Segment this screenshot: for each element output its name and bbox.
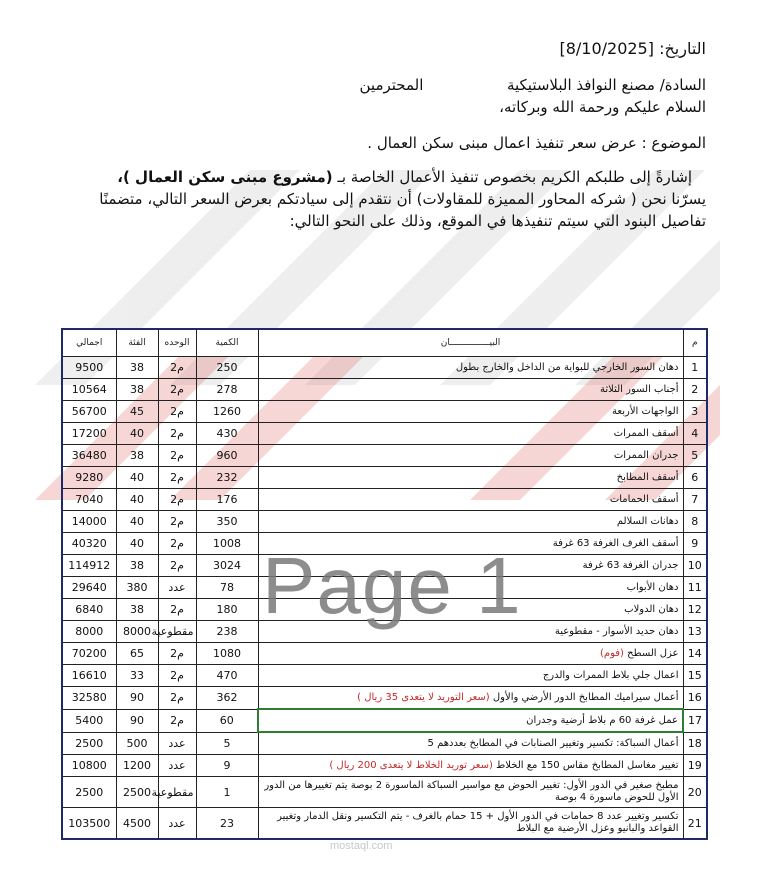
intro-line-1 bbox=[46, 166, 706, 188]
row-number: 9 bbox=[683, 533, 707, 555]
row-description-text: أسقف الغرف الغرفة 63 غرفة bbox=[552, 537, 679, 549]
row-description bbox=[258, 665, 683, 687]
row-unit: م2 bbox=[158, 665, 196, 687]
row-unit-price: 90 bbox=[116, 709, 158, 732]
header-qty: الكمية bbox=[196, 329, 258, 357]
row-description-text: أجناب السور الثلاثة bbox=[600, 383, 679, 395]
row-unit-price: 4500 bbox=[116, 808, 158, 840]
row-unit: م2 bbox=[158, 511, 196, 533]
row-unit: م2 bbox=[158, 467, 196, 489]
row-quantity: 60 bbox=[196, 709, 258, 732]
row-description-text: أعمال سيراميك المطابخ الدور الأرضي والأول bbox=[492, 691, 679, 703]
row-quantity: 23 bbox=[196, 808, 258, 840]
row-total: 9500 bbox=[62, 357, 116, 379]
addressee: السادة/ مصنع النوافذ البلاستيكية bbox=[506, 76, 706, 94]
row-unit: عدد bbox=[158, 755, 196, 777]
row-quantity: 1080 bbox=[196, 643, 258, 665]
row-total: 7040 bbox=[62, 489, 116, 511]
row-description-text: مطبخ صغير في الدور الأول: تغيير الحوض مع مواسير السباكة الماسورة 2 بوصة يتم تغييرها من الدور الأول للحوض ماسورة 4 بوصة bbox=[264, 780, 679, 803]
subject-text: عرض سعر تنفيذ اعمال مبنى سكن العمال . bbox=[367, 134, 637, 152]
row-description bbox=[258, 445, 683, 467]
footer-brand: mostaql.com bbox=[330, 840, 393, 852]
row-description-text: جدران الممرات bbox=[613, 449, 679, 461]
row-unit: عدد bbox=[158, 808, 196, 840]
row-total: 10564 bbox=[62, 379, 116, 401]
row-unit: م2 bbox=[158, 357, 196, 379]
row-quantity: 250 bbox=[196, 357, 258, 379]
row-description-text: أسقف المطابخ bbox=[616, 471, 679, 483]
row-unit: م2 bbox=[158, 423, 196, 445]
table-row bbox=[62, 755, 707, 777]
header-price: الفئة bbox=[116, 329, 158, 357]
row-total: 40320 bbox=[62, 533, 116, 555]
row-quantity: 238 bbox=[196, 621, 258, 643]
row-description bbox=[258, 357, 683, 379]
row-number: 2 bbox=[683, 379, 707, 401]
table-row bbox=[62, 808, 707, 840]
row-unit-price: 8000 bbox=[116, 621, 158, 643]
table-row bbox=[62, 357, 707, 379]
row-number: 3 bbox=[683, 401, 707, 423]
row-description-text: عمل غرفة 60 م بلاط أرضية وجدران bbox=[526, 714, 678, 726]
intro-text-2b: أن نتقدم إلى سيادتكم بعرض السعر التالي، متضمنًا bbox=[99, 190, 412, 208]
date-label: التاريخ: bbox=[659, 39, 706, 58]
row-unit-price: 38 bbox=[116, 599, 158, 621]
row-unit: م2 bbox=[158, 489, 196, 511]
row-number: 4 bbox=[683, 423, 707, 445]
table-row bbox=[62, 643, 707, 665]
row-description-text: دهان حديد الأسوار - مقطوعية bbox=[554, 625, 679, 637]
row-number: 7 bbox=[683, 489, 707, 511]
row-total: 14000 bbox=[62, 511, 116, 533]
header-total: اجمالي bbox=[62, 329, 116, 357]
row-quantity: 3024 bbox=[196, 555, 258, 577]
row-unit: عدد bbox=[158, 577, 196, 599]
intro-text-1: إشارةً إلى طلبكم الكريم بخصوص تنفيذ الأعمال الخاصة بـ bbox=[337, 168, 692, 186]
row-unit: م2 bbox=[158, 401, 196, 423]
row-quantity: 278 bbox=[196, 379, 258, 401]
row-number: 11 bbox=[683, 577, 707, 599]
table-row bbox=[62, 423, 707, 445]
row-total: 103500 bbox=[62, 808, 116, 840]
row-description-text: دهان الأبواب bbox=[626, 581, 679, 593]
row-unit: م2 bbox=[158, 379, 196, 401]
table-row bbox=[62, 665, 707, 687]
row-number: 16 bbox=[683, 687, 707, 710]
row-unit: مقطوعية bbox=[158, 621, 196, 643]
row-unit-price: 38 bbox=[116, 357, 158, 379]
row-unit-price: 40 bbox=[116, 489, 158, 511]
row-quantity: 5 bbox=[196, 732, 258, 755]
row-number: 10 bbox=[683, 555, 707, 577]
row-description-text: الواجهات الأربعة bbox=[612, 405, 679, 417]
table-row bbox=[62, 709, 707, 732]
intro-text-2a: يسرّنا نحن bbox=[641, 190, 706, 208]
row-unit-price: 40 bbox=[116, 511, 158, 533]
row-description bbox=[258, 808, 683, 840]
row-unit: مقطوعية bbox=[158, 777, 196, 808]
row-total: 6840 bbox=[62, 599, 116, 621]
row-unit: م2 bbox=[158, 709, 196, 732]
greeting: السلام عليكم ورحمة الله وبركاته، bbox=[499, 98, 706, 116]
table-row bbox=[62, 467, 707, 489]
row-description-text: عزل السطح bbox=[627, 647, 679, 659]
intro-project: (مشروع مبنى سكن العمال )، bbox=[117, 168, 333, 186]
intro-line-3: تفاصيل البنود التي سيتم تنفيذها في الموقع، وذلك على النحو التالي: bbox=[289, 212, 706, 230]
row-unit: م2 bbox=[158, 533, 196, 555]
row-number: 12 bbox=[683, 599, 707, 621]
row-number: 20 bbox=[683, 777, 707, 808]
intro-paragraph bbox=[46, 166, 706, 232]
row-total: 36480 bbox=[62, 445, 116, 467]
row-unit-price: 1200 bbox=[116, 755, 158, 777]
row-unit-price: 380 bbox=[116, 577, 158, 599]
row-description-text: أسقف الحمامات bbox=[609, 493, 679, 505]
row-unit-price: 40 bbox=[116, 423, 158, 445]
row-description bbox=[258, 755, 683, 777]
row-quantity: 78 bbox=[196, 577, 258, 599]
row-number: 15 bbox=[683, 665, 707, 687]
header-unit: الوحده bbox=[158, 329, 196, 357]
intro-company: ( شركه المحاور المميزة للمقاولات) bbox=[416, 190, 637, 208]
row-number: 8 bbox=[683, 511, 707, 533]
row-total: 114912 bbox=[62, 555, 116, 577]
row-number: 17 bbox=[683, 709, 707, 732]
row-total: 16610 bbox=[62, 665, 116, 687]
row-unit-price: 38 bbox=[116, 445, 158, 467]
row-description bbox=[258, 643, 683, 665]
row-total: 10800 bbox=[62, 755, 116, 777]
row-quantity: 960 bbox=[196, 445, 258, 467]
table-row bbox=[62, 401, 707, 423]
row-description bbox=[258, 709, 683, 732]
row-total: 70200 bbox=[62, 643, 116, 665]
page-watermark-text: Page 1 bbox=[262, 541, 522, 630]
row-quantity: 362 bbox=[196, 687, 258, 710]
row-quantity: 232 bbox=[196, 467, 258, 489]
row-number: 6 bbox=[683, 467, 707, 489]
row-description bbox=[258, 732, 683, 755]
table-row bbox=[62, 379, 707, 401]
row-quantity: 430 bbox=[196, 423, 258, 445]
row-quantity: 180 bbox=[196, 599, 258, 621]
row-description bbox=[258, 777, 683, 808]
row-description-text: تكسير وتغيير عدد 8 حمامات في الدور الأول + 15 حمام بالغرف - يتم التكسير ونقل الدمار وتغيير القواعد والبانيو وعزل الأرضية مع البلاط bbox=[277, 811, 679, 834]
row-total: 29640 bbox=[62, 577, 116, 599]
honorific: المحترمين bbox=[359, 76, 424, 94]
row-unit-price: 90 bbox=[116, 687, 158, 710]
row-note: (سعر التوريد لا يتعدى 35 ريال ) bbox=[357, 691, 490, 703]
row-description-text: جدران الغرفة 63 غرفة bbox=[582, 559, 679, 571]
row-unit-price: 65 bbox=[116, 643, 158, 665]
table-header-row bbox=[62, 329, 707, 357]
row-quantity: 1260 bbox=[196, 401, 258, 423]
row-unit-price: 38 bbox=[116, 379, 158, 401]
row-description bbox=[258, 489, 683, 511]
row-quantity: 176 bbox=[196, 489, 258, 511]
intro-line-2 bbox=[46, 188, 706, 210]
row-unit-price: 40 bbox=[116, 467, 158, 489]
row-number: 5 bbox=[683, 445, 707, 467]
table-row bbox=[62, 732, 707, 755]
row-number: 13 bbox=[683, 621, 707, 643]
table-row bbox=[62, 511, 707, 533]
row-description bbox=[258, 401, 683, 423]
row-total: 8000 bbox=[62, 621, 116, 643]
row-number: 18 bbox=[683, 732, 707, 755]
row-unit-price: 40 bbox=[116, 533, 158, 555]
row-description-text: اعمال جلي بلاط الممرات والدرج bbox=[542, 669, 679, 681]
row-number: 21 bbox=[683, 808, 707, 840]
subject-label: الموضوع : bbox=[641, 134, 706, 152]
row-description-text: أعمال السباكة: تكسير وتغيير الصنابات في المطابخ بعددهم 5 bbox=[427, 737, 679, 749]
header-no: م bbox=[683, 329, 707, 357]
row-unit: عدد bbox=[158, 732, 196, 755]
row-unit: م2 bbox=[158, 599, 196, 621]
row-number: 14 bbox=[683, 643, 707, 665]
letter-header bbox=[46, 38, 706, 232]
row-note: (فوم) bbox=[600, 647, 624, 659]
row-description bbox=[258, 467, 683, 489]
date-value: [8/10/2025] bbox=[559, 39, 654, 58]
row-unit: م2 bbox=[158, 555, 196, 577]
row-total: 32580 bbox=[62, 687, 116, 710]
row-quantity: 1008 bbox=[196, 533, 258, 555]
row-quantity: 9 bbox=[196, 755, 258, 777]
row-unit: م2 bbox=[158, 445, 196, 467]
row-description bbox=[258, 379, 683, 401]
subject-line bbox=[46, 132, 706, 154]
row-description bbox=[258, 687, 683, 710]
row-unit-price: 2500 bbox=[116, 777, 158, 808]
row-description-text: أسقف الممرات bbox=[613, 427, 679, 439]
row-unit-price: 500 bbox=[116, 732, 158, 755]
row-quantity: 1 bbox=[196, 777, 258, 808]
addressee-line bbox=[46, 74, 706, 96]
date-line bbox=[46, 38, 706, 60]
row-total: 2500 bbox=[62, 732, 116, 755]
row-unit-price: 45 bbox=[116, 401, 158, 423]
row-description bbox=[258, 423, 683, 445]
table-row bbox=[62, 489, 707, 511]
row-unit-price: 38 bbox=[116, 555, 158, 577]
row-total: 2500 bbox=[62, 777, 116, 808]
row-total: 56700 bbox=[62, 401, 116, 423]
table-row bbox=[62, 687, 707, 710]
row-description-text: تغيير مغاسل المطابخ مقاس 150 مع الخلاط bbox=[496, 759, 679, 771]
row-description bbox=[258, 511, 683, 533]
table-row bbox=[62, 777, 707, 808]
row-quantity: 350 bbox=[196, 511, 258, 533]
table-row bbox=[62, 445, 707, 467]
row-number: 1 bbox=[683, 357, 707, 379]
row-description-text: دهانات السلالم bbox=[616, 515, 679, 527]
row-unit: م2 bbox=[158, 687, 196, 710]
row-number: 19 bbox=[683, 755, 707, 777]
row-total: 9280 bbox=[62, 467, 116, 489]
row-description-text: دهان السور الخارجي للبواية من الداخل والخارج بطول bbox=[455, 361, 679, 373]
row-total: 17200 bbox=[62, 423, 116, 445]
row-total: 5400 bbox=[62, 709, 116, 732]
row-description-text: دهان الدولاب bbox=[624, 603, 679, 615]
row-unit: م2 bbox=[158, 643, 196, 665]
header-desc: البيـــــــــــــــان bbox=[258, 329, 683, 357]
row-note: (سعر توريد الخلاط لا يتعدى 200 ريال ) bbox=[329, 759, 493, 771]
row-quantity: 470 bbox=[196, 665, 258, 687]
row-unit-price: 33 bbox=[116, 665, 158, 687]
